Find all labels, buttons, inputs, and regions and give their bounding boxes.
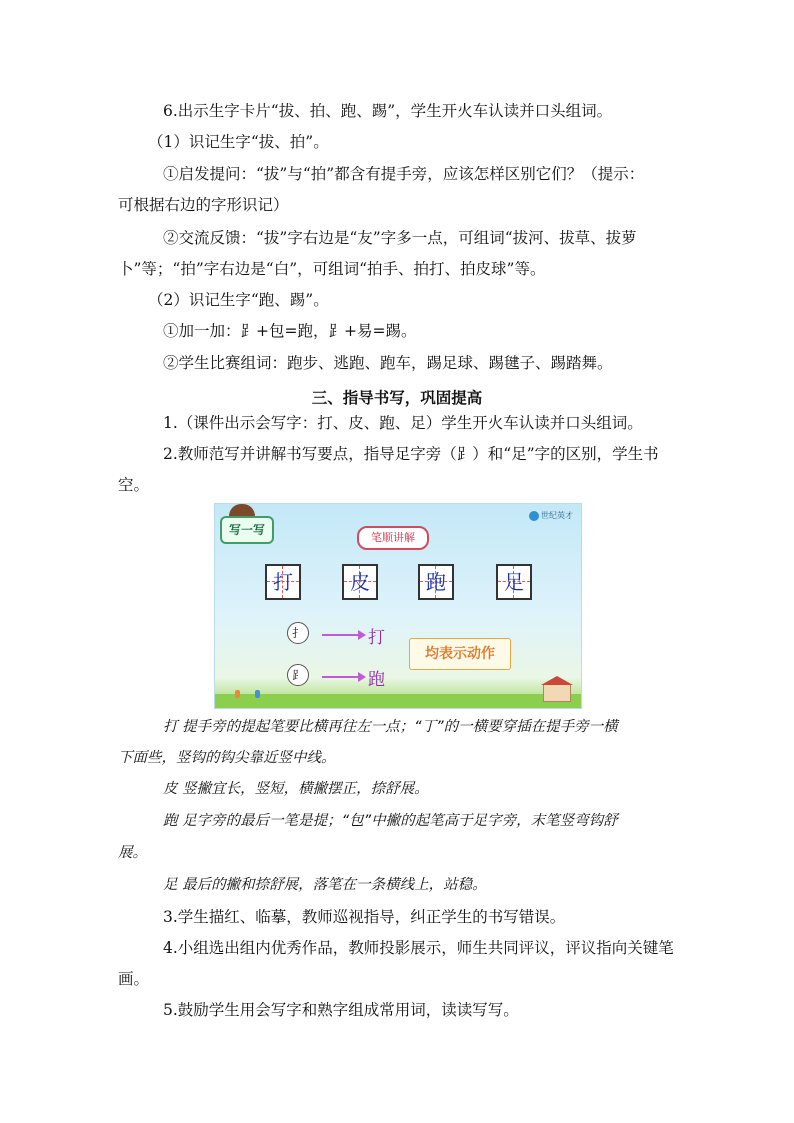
desc-da: 打 提手旁的提起笔要比横再往左一点；“丁”的一横要穿插在提手旁一横 xyxy=(163,719,618,735)
arrow-icon xyxy=(322,676,362,678)
grid-char: 足 xyxy=(504,570,524,594)
radical-foot: ⻊ xyxy=(287,664,309,686)
char-grid xyxy=(265,564,301,600)
char-grid xyxy=(496,564,532,600)
action-note: 均表示动作 xyxy=(409,638,511,670)
grid-char: 打 xyxy=(273,570,293,594)
para-6: 6.出示生字卡片“拔、拍、跑、踢”，学生开火车认读并口头组词。 xyxy=(163,102,613,120)
grid-char: 跑 xyxy=(426,570,446,594)
para-4: 4.小组选出组内优秀作品，教师投影展示，师生共同评议，评议指向关键笔 xyxy=(163,939,674,957)
para-4-cont: 画。 xyxy=(118,970,150,988)
child-figure-icon xyxy=(255,690,260,698)
desc-pi: 皮 竖撇宜长，竖短，横撇摆正，捺舒展。 xyxy=(163,781,429,797)
grid-char: 皮 xyxy=(350,570,370,594)
school-icon xyxy=(543,684,571,702)
write-badge: 写一写 xyxy=(220,516,274,544)
char-grid xyxy=(418,564,454,600)
grass-strip xyxy=(215,694,581,708)
lesson-slide-image xyxy=(214,503,582,709)
para-prompt-cont: 可根据右边的字形识记） xyxy=(118,196,289,214)
sub-heading-1: （1）识记生字“拔、拍”。 xyxy=(148,133,329,151)
stroke-order-button[interactable]: 笔顺讲解 xyxy=(357,526,429,550)
section-heading: 三、指导书写，巩固提高 xyxy=(311,388,483,407)
para-prompt: ①启发提问：“拔”与“拍”都含有提手旁，应该怎样区别它们？（提示： xyxy=(163,165,645,183)
para-2: 2.教师范写并讲解书写要点，指导足字旁（⻊）和“足”字的区别，学生书 xyxy=(163,445,659,463)
publisher-logo xyxy=(529,510,573,521)
child-figure-icon xyxy=(235,690,240,698)
para-feedback: ②交流反馈：“拔”字右边是“友”字多一点，可组词“拔河、拔草、拔萝 xyxy=(163,229,637,247)
para-5: 5.鼓励学生用会写字和熟字组成常用词，读读写写。 xyxy=(163,1001,519,1019)
para-1: 1.（课件出示会写字：打、皮、跑、足）学生开火车认读并口头组词。 xyxy=(163,414,643,432)
desc-da-cont: 下面些，竖钩的钩尖靠近竖中线。 xyxy=(118,750,336,766)
target-char-pao: 跑 xyxy=(368,670,385,690)
desc-zu: 足 最后的撇和捺舒展，落笔在一条横线上，站稳。 xyxy=(163,877,487,893)
logo-text: 世纪英才 xyxy=(541,511,573,520)
para-add: ①加一加：⻊+包=跑，⻊+易=踢。 xyxy=(163,322,417,340)
desc-pao-cont: 展。 xyxy=(118,845,147,861)
para-3: 3.学生描红、临摹，教师巡视指导，纠正学生的书写错误。 xyxy=(163,908,566,926)
arrow-icon xyxy=(322,634,362,636)
logo-dot-icon xyxy=(529,511,539,521)
para-2-cont: 空。 xyxy=(118,476,150,494)
char-grid xyxy=(342,564,378,600)
target-char-da: 打 xyxy=(368,628,385,648)
radical-hand: 扌 xyxy=(287,622,309,644)
para-feedback-cont: 卜”等；“拍”字右边是“白”，可组词“拍手、拍打、拍皮球”等。 xyxy=(118,260,546,278)
para-compete: ②学生比赛组词：跑步、逃跑、跑车，踢足球、踢毽子、踢踏舞。 xyxy=(163,354,613,372)
sub-heading-2: （2）识记生字“跑、踢”。 xyxy=(148,291,329,309)
desc-pao: 跑 足字旁的最后一笔是提；“包”中撇的起笔高于足字旁，末笔竖弯钩舒 xyxy=(163,813,618,829)
